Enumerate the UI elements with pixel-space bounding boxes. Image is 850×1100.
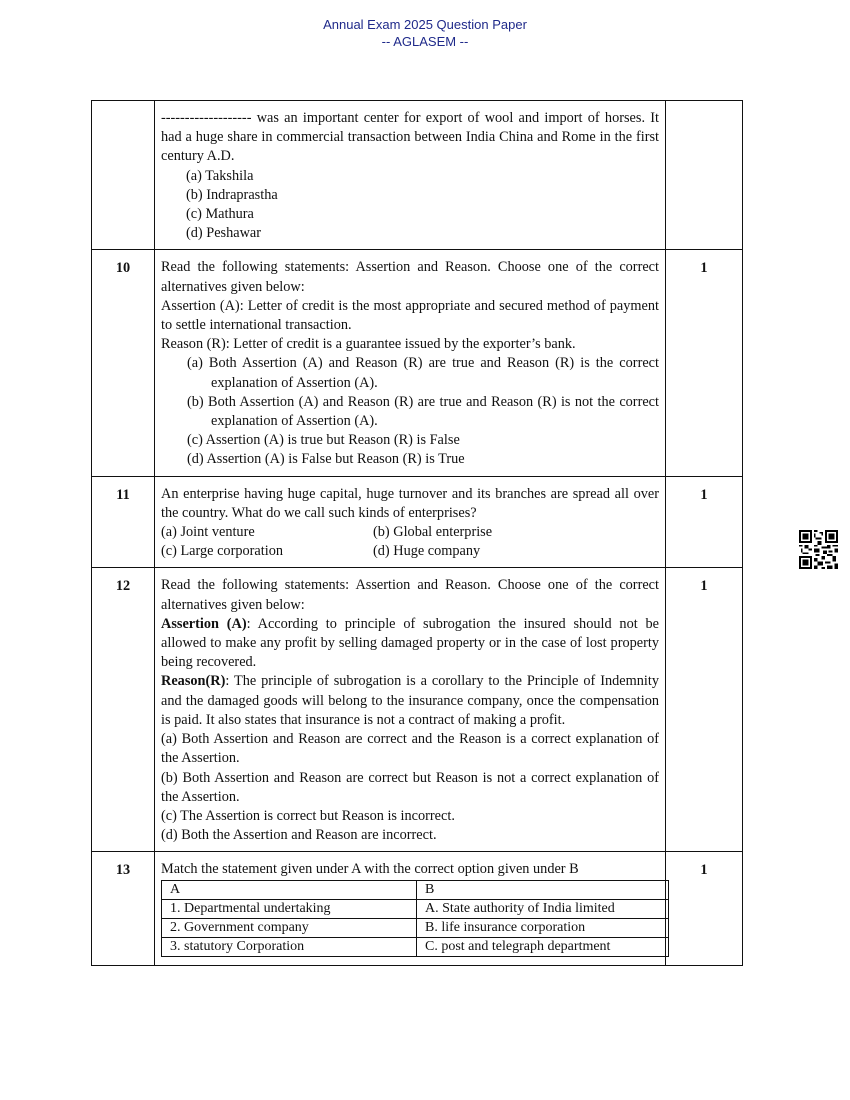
question-row [92,476,743,568]
question-marks: 1 [666,476,743,568]
question-table [91,100,743,966]
question-number: 13 [92,852,155,965]
option-row [161,523,659,542]
match-cell: B. life insurance corporation [417,918,669,937]
match-row [162,937,669,956]
question-marks: 1 [666,568,743,852]
option: (d) Both the Assertion and Reason are incorrect. [161,827,437,844]
question-body [155,568,666,852]
assertion-text: : According to principle of subrogation the insured should not be allowed to make any profit by selling damaged property or in the case of lost property being recovered. [161,615,659,671]
option: (c) Mathura [186,206,254,223]
option: (c) Assertion (A) is true but Reason (R) is False [187,432,460,449]
header-subtitle: -- AGLASEM -- [381,34,469,49]
option: (a) Both Assertion (A) and Reason (R) are true and Reason (R) is the correct explanation of Assertion (A). [187,355,659,391]
option: (a) Takshila [186,167,254,184]
option: (c) The Assertion is correct but Reason is incorrect. [161,807,455,824]
option: (c) Large corporation [161,543,283,560]
header-title: Annual Exam 2025 Question Paper [323,17,527,32]
match-cell: 2. Government company [162,918,417,937]
option-row [161,542,659,561]
reason-paragraph [161,672,659,730]
match-header: B [417,880,669,899]
assertion-label: Assertion (A) [161,615,247,632]
page-header [0,16,850,50]
match-cell: A. State authority of India limited [417,899,669,918]
match-cell: 3. statutory Corporation [162,937,417,956]
option: (b) Global enterprise [373,524,493,541]
match-cell: C. post and telegraph department [417,937,669,956]
question-number: 10 [92,250,155,476]
option: (a) Both Assertion and Reason are correct and the Reason is a correct explanation of the Assertion. [161,731,659,767]
question-number [92,101,155,250]
match-header: A [162,880,417,899]
reason-text: Reason (R): Letter of credit is a guarantee issued by the exporter’s bank. [161,336,576,353]
question-body [155,250,666,476]
question-stem: Read the following statements: Assertion and Reason. Choose one of the correct alternatives given below: [161,259,659,295]
question-number: 12 [92,568,155,852]
assertion-paragraph [161,615,659,673]
question-stem: Match the statement given under A with the correct option given under B [161,861,579,878]
question-row [92,250,743,476]
match-row [162,899,669,918]
question-row [92,101,743,250]
qr-code-icon [799,530,838,569]
question-marks: 1 [666,852,743,965]
question-row [92,852,743,965]
question-number: 11 [92,476,155,568]
question-body [155,852,666,965]
question-marks: 1 [666,250,743,476]
reason-label: Reason(R) [161,673,226,690]
option: (b) Indraprastha [186,186,278,203]
reason-text: : The principle of subrogation is a corollary to the Principle of Indemnity and the damaged goods will belong to the insurance company, once the compensation is paid. It also states that insurance is not a contract of making a profit. [161,673,659,728]
question-stem: Read the following statements: Assertion and Reason. Choose one of the correct alternatives given below: [161,577,659,613]
question-stem: ------------------- was an important center for export of wool and import of horses. It had a huge share in commercial transaction between India China and Rome in the first century A.D. [161,110,659,165]
option: (d) Huge company [373,543,481,560]
option: (d) Peshawar [186,225,262,242]
option: (a) Joint venture [161,524,255,541]
option: (b) Both Assertion (A) and Reason (R) are true and Reason (R) is not the correct explanation of Assertion (A). [187,393,659,430]
match-cell: 1. Departmental undertaking [162,899,417,918]
match-header-row [162,880,669,899]
match-table [161,880,669,957]
question-body [155,476,666,568]
question-row [92,568,743,852]
question-stem: An enterprise having huge capital, huge turnover and its branches are spread all over the country. What do we call such kinds of enterprises? [161,485,659,521]
question-body [155,101,666,250]
match-row [162,918,669,937]
assertion-text: Assertion (A): Letter of credit is the most appropriate and secured method of payment to settle international transaction. [161,297,659,334]
option: (b) Both Assertion and Reason are correct but Reason is not a correct explanation of the Assertion. [161,769,659,805]
question-marks [666,101,743,250]
option: (d) Assertion (A) is False but Reason (R) is True [187,451,465,468]
